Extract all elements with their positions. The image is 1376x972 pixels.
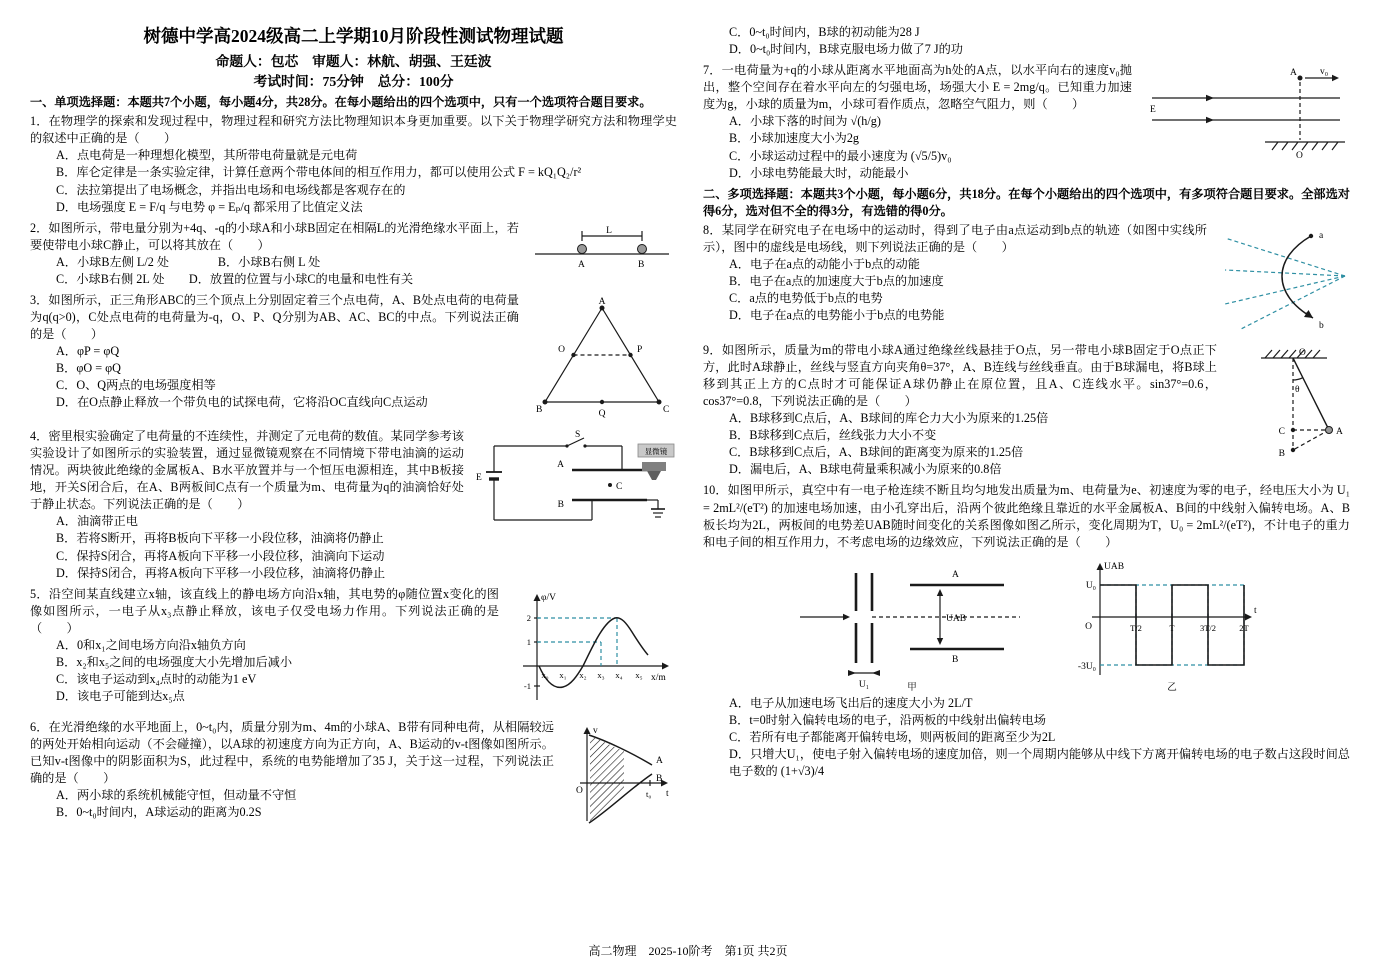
q3-label-A: A (598, 296, 606, 307)
question-8-option-c: C．a点的电势低于b点的电势 (729, 291, 883, 306)
exam-info-line: 考试时间：75分钟 总分：100分 (253, 73, 454, 89)
question-1-option-d: D．电场强度 E = F/q 与电势 φ = Eₚ/q 都采用了比值定义法 (56, 199, 363, 214)
q5-xaxis-label: x/m (651, 672, 666, 683)
q10-label-U1: U₁ (858, 679, 869, 690)
question-10-option-a: A．电子从加速电场飞出后的速度大小为 2L/T (729, 695, 973, 710)
question-1 (30, 113, 677, 215)
q10-yi-xaxis: t (1253, 605, 1257, 616)
question-2-options-cd: C．小球B右侧 2L 处 D．放置的位置与小球C的电量和电性有关 (56, 271, 414, 286)
question-7 (703, 62, 1350, 182)
q2-figure (527, 222, 677, 270)
question-6 (30, 719, 677, 843)
question-3-stem: 3．如图所示，正三角形ABC的三个顶点上分别固定着三个点电荷，A、B处点电荷的电荷量为q(q>0)，C处点电荷的电荷量为-q，O、P、Q分别为AB、AC、BC的中点。下列说法正确的是（ ） (30, 292, 519, 342)
q5-yaxis-label: φ/V (541, 592, 556, 603)
q10-figure-yi (1062, 555, 1262, 693)
q9-label-A: A (1336, 426, 1343, 437)
question-6-option-d: D．0~t₀时间内，B球克服电场力做了7 J的功 (729, 42, 963, 57)
question-10-stem: 10．如图甲所示，真空中有一电子枪连续不断且均匀地发出质量为m、电荷量为e、初速度为零的电子，经电压大小为 U₁ = 2mL²/(eT²) 的加速电场加速，由小孔穿出后，沿两个彼此绝缘且靠近的水平金属板A、B间的中线射入偏转电场。A、B板长均为2L，两板间的电势差UAB随时间变化的关系图像如图乙所示，变化周期为T，U₀ = 2mL²/(eT²)，不计电子的重力和电子间的相互作用力，不考虑电场的边缘效应，下列说法正确的是（ ） (703, 483, 1350, 549)
q10-yi-yaxis: UAB (1103, 561, 1124, 572)
q5-figure-drawing (523, 594, 669, 700)
question-1-option-b: B．库仑定律是一条实验定律，计算任意两个带电体间的相互作用力，都可以使用公式 F = kQ₁Q₂/r² (56, 165, 582, 180)
q8-figure-drawing (1225, 234, 1345, 330)
q10-yi-drawing (1092, 563, 1252, 675)
question-6-option-c: C．0~t₀时间内，B球的初动能为28 J (729, 25, 920, 39)
question-8-stem: 8．某同学在研究电子在电场中的运动时，得到了电子由a点运动到b点的轨迹（如图中实线所示），图中的虚线是电场线，则下列说法正确的是（ ） (703, 222, 1207, 254)
question-9 (703, 342, 1350, 479)
q9-label-C: C (1278, 426, 1285, 437)
q3-figure (527, 294, 677, 422)
question-3-option-b: B．φO = φQ (56, 361, 121, 376)
q3-figure-drawing (543, 305, 662, 404)
q6-figure (562, 721, 677, 841)
question-10-figures (703, 555, 1350, 693)
q5-tick-minus1: -1 (523, 680, 531, 691)
q4-label-S: S (575, 429, 581, 440)
question-10-option-d: D．只增大U₁，使电子射入偏转电场的速度加倍，则一个周期内能够从中线下方离开偏转电场的电子数占这段时间总电子数的 (1+√3)/4 (729, 747, 1350, 779)
q10-yi-m3U0: -3U₀ (1077, 661, 1096, 672)
q7-label-E: E (1150, 105, 1156, 116)
question-4-option-b: B．若将S断开，再将B板向下平移一小段位移，油滴将仍静止 (56, 531, 384, 546)
page-title: 树德中学高2024级高二上学期10月阶段性测试物理试题 (143, 26, 564, 46)
q8-label-b: b (1319, 320, 1324, 331)
q9-figure (1225, 344, 1350, 466)
question-9-option-b: B．B球移到C点后，丝线张力大小不变 (729, 428, 937, 443)
question-2-options-ab: A．小球B左侧 L/2 处 B．小球B右侧 L 处 (56, 254, 321, 269)
two-column-layout (30, 24, 1350, 847)
question-5-stem: 5．沿空间某直线建立x轴，该直线上的静电场方向沿x轴，其电势的φ随位置x变化的图像如图所示，一电子从x₃点静止释放，该电子仅受电场力作用。下列说法正确的是（ ） (30, 586, 499, 635)
q10-tag-yi: 乙 (1166, 682, 1177, 693)
q4-label-B: B (557, 499, 564, 510)
q7-figure (1140, 64, 1350, 160)
question-10-option-c: C．若所有电子都能离开偏转电场，则两板间的距离至少为2L (729, 729, 1056, 744)
q4-label-C: C (616, 481, 623, 492)
q6-xaxis-label: t (666, 788, 669, 799)
question-7-option-a: A．小球下落的时间为 √(h/g) (729, 114, 881, 129)
q2-label-B: B (638, 259, 645, 270)
q5-tick-x1: x₁ (559, 669, 567, 680)
question-8-option-a: A．电子在a点的动能小于b点的动能 (729, 257, 920, 272)
question-8-option-d: D．电子在a点的电势能小于b点的电势能 (729, 308, 945, 323)
q10-yi-tick-T: T (1168, 622, 1175, 633)
question-9-option-a: A．B球移到C点后，A、B球间的库仑力大小为原来的1.25倍 (729, 411, 1049, 426)
q8-figure (1215, 224, 1350, 336)
question-4-option-c: C．保持S闭合，再将A板向下平移一小段位移，油滴向下运动 (56, 548, 385, 563)
q6-label-t0: t₀ (646, 788, 652, 799)
question-4-option-a: A．油滴带正电 (56, 514, 138, 529)
question-9-option-c: C．B球移到C点后，A、B球间的距离变为原来的1.25倍 (729, 445, 1024, 460)
q10-label-B: B (951, 654, 958, 665)
q2-label-A: A (578, 259, 585, 270)
question-8-option-b: B．电子在a点的加速度大于b点的加速度 (729, 274, 944, 289)
q5-tick-x5: x₅ (635, 669, 643, 680)
q10-jia-drawing (800, 573, 1020, 676)
authors-line: 命题人：包芯 审题人：林航、胡强、王廷波 (215, 53, 492, 69)
question-9-stem: 9．如图所示，质量为m的带电小球A通过绝缘丝线悬挂于O点，另一带电小球B固定于O点正下方，此时A球静止，丝线与竖直方向夹角θ=37°，A、B连线与丝线垂直。由于B球漏电，将B球上移到其正上方的C点时才可能保证A球仍静止在原位置，且A、C连线水平。sin37°=0.6，cos37°=0.8，下列说法正确的是（ ） (703, 342, 1217, 409)
q9-label-O: O (1299, 347, 1306, 358)
q5-tick-2: 2 (526, 612, 531, 623)
q10-yi-tick-2T: 2T (1238, 622, 1249, 633)
question-7-option-b: B．小球加速度大小为2g (729, 131, 860, 146)
question-4 (30, 428, 677, 582)
q4-label-E: E (476, 472, 482, 483)
q3-label-Q: Q (598, 408, 606, 419)
q2-label-L: L (606, 225, 612, 236)
question-1-stem: 1．在物理学的探索和发现过程中，物理过程和研究方法比物理知识本身更加重要。以下关于物理学研究方法和物理学史的叙述中正确的是（ ） (30, 114, 677, 146)
q10-yi-tick-3T2: 3T/2 (1199, 622, 1216, 633)
q5-tick-1: 1 (526, 636, 531, 647)
question-1-option-c: C．法拉第提出了电场概念，并指出电场和电场线都是客观存在的 (56, 182, 406, 197)
q8-label-a: a (1319, 230, 1324, 241)
question-2 (30, 220, 677, 288)
q3-label-P: P (637, 344, 643, 355)
question-5-option-a: A．0和x₁之间电场方向沿x轴负方向 (56, 637, 246, 652)
q5-tick-x0: x₀ (541, 669, 549, 680)
q3-label-C: C (663, 404, 670, 415)
question-7-option-d: D．小球电势能最大时，动能最小 (729, 165, 909, 180)
q7-label-v0: v₀ (1320, 67, 1329, 78)
q4-label-microscope: 显微镜 (644, 446, 668, 456)
page-footer: 高二物理 2025-10阶考 第1页 共2页 (588, 944, 788, 959)
q9-label-theta: θ (1295, 384, 1300, 395)
question-10-option-b: B．t=0时射入偏转电场的电子，沿两板的中线射出偏转电场 (729, 712, 1046, 727)
question-4-option-d: D．保持S闭合，再将A板向下平移一小段位移，油滴将仍静止 (56, 565, 386, 580)
q7-figure-drawing (1152, 75, 1345, 150)
q10-label-A: A (951, 569, 959, 580)
question-3-option-d: D．在O点静止释放一个带负电的试探电荷，它将沿OC直线向C点运动 (56, 395, 428, 410)
question-6-continued (703, 24, 1350, 58)
question-5-option-b: B．x₂和x₅之间的电场强度大小先增加后减小 (56, 655, 293, 669)
question-6-option-b: B．0~t₀时间内，A球运动的距离为0.2S (56, 805, 262, 820)
q5-tick-x3: x₃ (597, 669, 605, 680)
question-1-option-a: A．点电荷是一种理想化模型，其所带电荷量就是元电荷 (56, 148, 358, 163)
q3-label-B: B (536, 404, 543, 415)
q6-label-B: B (656, 773, 663, 784)
q10-tag-jia: 甲 (906, 682, 917, 693)
q4-label-A: A (557, 459, 564, 470)
question-3 (30, 292, 677, 424)
q7-label-O: O (1296, 151, 1303, 161)
question-7-stem: 7．一电荷量为+q的小球从距离水平地面高为h处的A点，以水平向右的速度v₀抛出，整个空间存在着水平向左的匀强电场，场强大小 E = 2mg/q。已知重力加速度为g，小球的质量为m，小球可看作质点，忽略空气阻力，则（ ） (703, 63, 1132, 112)
q5-tick-x4: x₄ (615, 669, 623, 680)
q5-tick-x2: x₂ (579, 669, 587, 680)
question-2-stem: 2．如图所示，带电量分别为+4q、-q的小球A和小球B固定在相隔L的光滑绝缘水平面上，若要使带电小球C静止，可以将其放在（ ） (30, 220, 519, 252)
question-10 (703, 482, 1350, 780)
q2-figure-drawing (535, 231, 669, 254)
question-4-stem: 4．密里根实验确定了电荷量的不连续性，并测定了元电荷的数值。某同学参考该实验设计了如图所示的实验装置，通过显微镜观察在不同情境下带电油滴的运动情况。两块彼此绝缘的金属板A、B水平放置并与一个恒压电源相连，其中B板接地，开关S闭合后，在A、B两板间C点有一个质量为m、电荷量为q的油滴恰好处于静止状态。下列说法正确的是（ ） (30, 428, 464, 512)
question-7-option-c: C．小球运动过程中的最小速度为 (√5/5)v₀ (729, 148, 952, 163)
q6-label-A: A (656, 755, 663, 766)
section-1-heading: 一、单项选择题：本题共7个小题，每小题4分，共28分。在每小题给出的四个选项中，只有一个选项符合题目要求。 (30, 95, 652, 110)
section-2-heading: 二、多项选择题：本题共3个小题，每小题6分，共18分。在每个小题给出的四个选项中，有多项符合题目要求。全部选对得6分，选对但不全的得3分，有选错的得0分。 (703, 186, 1350, 218)
question-3-option-c: C．O、Q两点的电场强度相等 (56, 378, 216, 393)
q10-yi-tick-T2: T/2 (1129, 622, 1142, 633)
question-9-option-d: D．漏电后，A、B球电荷量乘积减小为原来的0.8倍 (729, 462, 1002, 477)
q9-figure-drawing (1261, 347, 1333, 452)
right-column (703, 24, 1350, 847)
question-5-option-d: D．该电子可能到达x₅点 (56, 689, 185, 704)
q10-yi-O: O (1084, 621, 1092, 632)
q3-label-O: O (558, 344, 565, 355)
q7-label-A: A (1290, 68, 1297, 79)
q6-figure-drawing (580, 727, 668, 823)
q6-yaxis-label: v (593, 725, 598, 736)
q10-yi-U0: U₀ (1085, 580, 1096, 591)
left-column (30, 24, 677, 847)
question-8 (703, 222, 1350, 338)
q4-figure (472, 430, 677, 530)
question-5 (30, 586, 677, 715)
q10-label-UAB: UAB (945, 613, 966, 624)
q5-figure (507, 588, 677, 713)
question-6-stem: 6．在光滑绝缘的水平地面上，0~t₀内，质量分别为m、4m的小球A、B带有同种电荷，从相隔较远的两处开始相向运动（不会碰撞），以A球的初速度方向为正方向，A、B运动的v-t图像如图所示。已知v-t图像中的阴影面积为S，此过程中，系统的电势能增加了35 J，关于这一过程，下列说法正确的是（ ） (30, 719, 554, 785)
question-6-option-a: A．两小球的系统机械能守恒，但动量不守恒 (56, 788, 297, 802)
question-3-option-a: A．φP = φQ (56, 344, 120, 359)
q6-label-O: O (576, 785, 583, 796)
q10-figure-jia (792, 555, 1032, 693)
q9-label-B: B (1278, 448, 1285, 459)
question-5-option-c: C．该电子运动到x₄点时的动能为1 eV (56, 672, 257, 687)
